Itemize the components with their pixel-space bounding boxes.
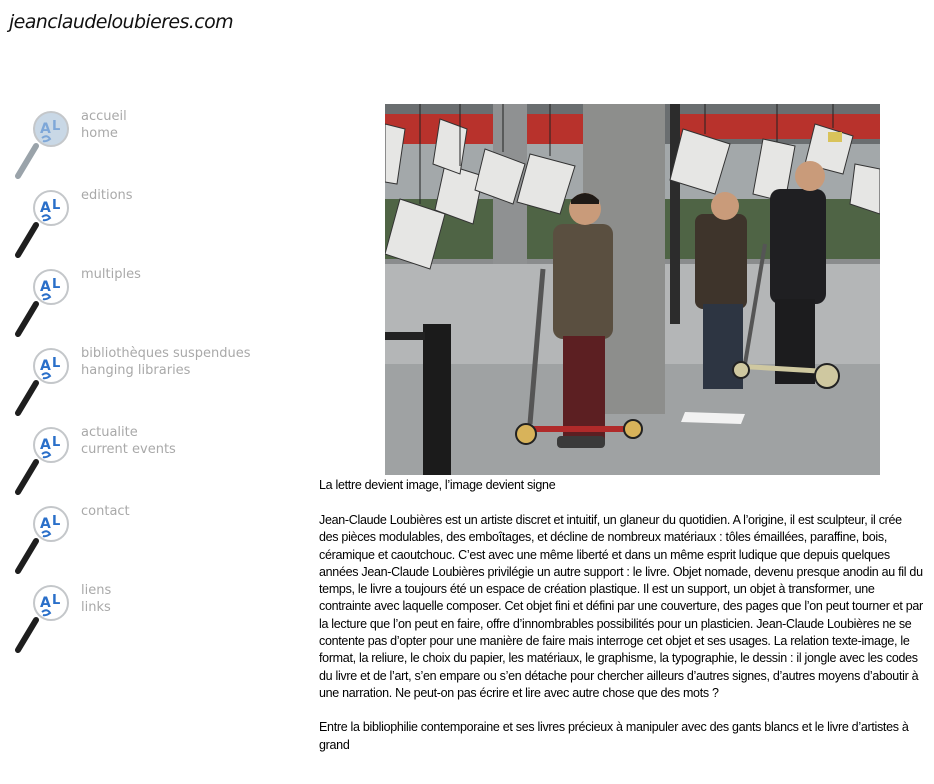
hanging-books-photo [385, 104, 880, 475]
nav-label [81, 582, 111, 616]
nav-label-line: current events [81, 442, 176, 457]
svg-text:A: A [40, 121, 51, 137]
nav-item-actualite[interactable] [14, 424, 274, 496]
photo-caption: La lettre devient image, l’image devient signe [319, 478, 556, 492]
nav-label-line: multiples [81, 267, 141, 282]
svg-text:A: A [40, 595, 51, 611]
svg-text:A: A [40, 358, 51, 374]
svg-text:L: L [52, 119, 61, 134]
article-paragraph: Jean-Claude Loubières est un artiste discret et intuitif, un glaneur du quotidien. A l’origine, il est sculpteur, il crée des pièces modulables, des emboîtages, et décline de nombreux matériaux : tôles émaillées, paraffine, bois, céramique et caoutchouc. C’est avec une même liberté et dans un même esprit ludique que depuis quelques années Jean-Claude Loubières privilégie un autre support : le livre. Objet nomade, devenu presque anodin au fil du temps, le livre a toujours été un espace de création plastique. Il est un support, un objet à transformer, une contrainte avec laquelle composer. Cet objet fini et défini par une couverture, des pages que l’on peut tourner et par la lecture que l’on peut en faire, offre d’innombrables possibilités pour un plasticien. Jean-Claude Loubières ne se contente pas d’opter pour une manière de faire mais interroge cet objet et ses usages. La relation texte-image, le format, la reliure, le choix du papier, les matériaux, le graphisme, la typographie, le dessin : il jongle avec les codes du livre et de l’art, s’en empare ou s’en détache pour chercher ailleurs d’autres signes, d’autres moyens d’aboutir à une narration. Ne peut-on pas écrire et lire avec autre chose que des mots ? [319, 513, 923, 700]
nav-item-liens[interactable] [14, 582, 274, 654]
svg-text:L: L [52, 435, 61, 450]
article-paragraph: Entre la bibliophilie contemporaine et ses livres précieux à manipuler avec des gants blancs et le livre d’artistes à grand [319, 720, 909, 752]
nav-label-line: accueil [81, 109, 127, 124]
nav-label-line: links [81, 600, 111, 615]
svg-text:L: L [52, 277, 61, 292]
magnifier-logo-icon [14, 424, 74, 496]
magnifier-logo-icon [14, 582, 74, 654]
magnifier-logo-icon [14, 345, 74, 417]
magnifier-logo-icon [14, 108, 74, 180]
svg-text:A: A [40, 200, 51, 216]
svg-text:A: A [40, 279, 51, 295]
magnifier-logo-icon [14, 503, 74, 575]
nav-label-line: home [81, 126, 118, 141]
nav-label-line: editions [81, 188, 133, 203]
magnifier-logo-icon [14, 187, 74, 259]
nav-label-line: liens [81, 583, 112, 598]
site-title[interactable]: jeanclaudeloubieres.com [9, 11, 234, 33]
nav-label [81, 108, 127, 142]
svg-text:L: L [52, 514, 61, 529]
svg-text:L: L [52, 198, 61, 213]
nav-label-line: contact [81, 504, 130, 519]
svg-text:L: L [52, 356, 61, 371]
nav-item-editions[interactable] [14, 187, 274, 259]
svg-text:L: L [52, 593, 61, 608]
nav-item-contact[interactable] [14, 503, 274, 575]
nav-label-line: bibliothèques suspendues [81, 346, 251, 361]
nav-item-bibliotheques[interactable] [14, 345, 274, 417]
article-body [319, 512, 924, 771]
nav-label [81, 424, 176, 458]
nav-label [81, 266, 141, 283]
nav-label [81, 503, 130, 520]
nav-label-line: actualite [81, 425, 138, 440]
svg-text:A: A [40, 437, 51, 453]
nav-item-multiples[interactable] [14, 266, 274, 338]
nav-label [81, 187, 133, 204]
nav-item-accueil[interactable] [14, 108, 274, 180]
nav-label-line: hanging libraries [81, 363, 191, 378]
svg-text:A: A [40, 516, 51, 532]
nav-label [81, 345, 251, 379]
hero-photo [385, 104, 880, 475]
magnifier-logo-icon [14, 266, 74, 338]
